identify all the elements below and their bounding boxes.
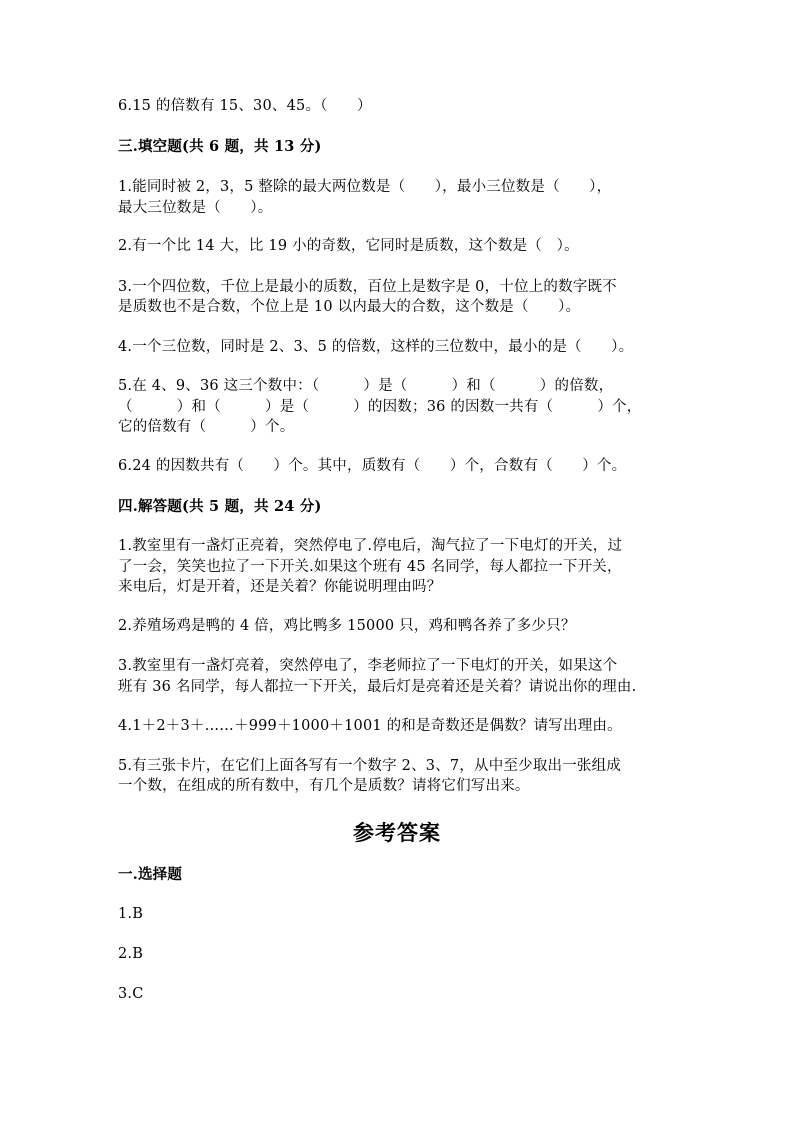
fill-question-4: 4.一个三位数，同时是 2、3、5 的倍数，这样的三位数中，最小的是（ ）。	[118, 339, 634, 355]
answer-question-5-line-2: 一个数，在组成的所有数中，有几个是质数？请将它们写出来。	[118, 778, 530, 794]
answer-question-3-line-1: 3.教室里有一盏灯亮着，突然停电了，李老师拉了一下电灯的开关，如果这个	[118, 658, 618, 674]
fill-question-2: 2.有一个比 14 大，比 19 小的奇数，它同时是质数，这个数是（ ）。	[118, 238, 579, 254]
answer-item-3: 3.C	[118, 986, 144, 1002]
fill-question-5-line-1: 5.在 4、9、36 这三个数中：（ ）是（ ）和（ ）的倍数，	[118, 378, 614, 394]
fill-question-1-line-1: 1.能同时被 2，3，5 整除的最大两位数是（ ），最小三位数是（ ），	[118, 179, 612, 195]
answer-question-4: 4.1＋2＋3＋……＋999＋1000＋1001 的和是奇数还是偶数？请写出理由。	[118, 718, 622, 734]
fill-question-3-line-1: 3.一个四位数，千位上是最小的质数，百位上是数字是 0，十位上的数字既不	[118, 279, 617, 295]
fill-question-3-line-2: 是质数也不是合数，个位上是 10 以内最大的合数，这个数是（ ）。	[118, 299, 581, 315]
answer-question-5-line-1: 5.有三张卡片，在它们上面各写有一个数字 2、3、7，从中至少取出一张组成	[118, 758, 622, 774]
fill-question-5-line-3: 它的倍数有（ ）个。	[118, 419, 295, 435]
answer-question-1-line-2: 了一会，笑笑也拉了一下开关.如果这个班有 45 名同学，每人都拉一下开关，	[118, 559, 622, 575]
answer-question-1-line-1: 1.教室里有一盏灯正亮着，突然停电了.停电后，淘气拉了一下电灯的开关，过	[118, 538, 623, 554]
section-heading-answer-questions: 四.解答题(共 5 题，共 24 分)	[118, 498, 322, 515]
fill-question-1-line-2: 最大三位数是（ ）。	[118, 200, 273, 216]
true-false-question-6: 6.15 的倍数有 15、30、45。（ ）	[118, 98, 372, 114]
answer-item-1: 1.B	[118, 906, 144, 922]
answer-question-3-line-2: 班有 36 名同学，每人都拉一下开关，最后灯是亮着还是关着？请说出你的理由.	[118, 679, 637, 695]
answer-section-heading-choice: 一.选择题	[118, 866, 183, 883]
answer-key-title: 参考答案	[353, 820, 441, 845]
fill-question-6: 6.24 的因数共有（ ）个。其中，质数有（ ）个，合数有（ ）个。	[118, 458, 627, 474]
section-heading-fill-in: 三.填空题(共 6 题，共 13 分)	[118, 138, 322, 155]
answer-question-1-line-3: 来电后，灯是开着，还是关着？你能说明理由吗？	[118, 579, 442, 595]
fill-question-5-line-2: （ ）和（ ）是（ ）的因数；36 的因数一共有（ ）个，	[118, 399, 642, 415]
answer-question-2: 2.养殖场鸡是鸭的 4 倍，鸡比鸭多 15000 只，鸡和鸭各养了多少只？	[118, 618, 576, 634]
answer-item-2: 2.B	[118, 946, 144, 962]
